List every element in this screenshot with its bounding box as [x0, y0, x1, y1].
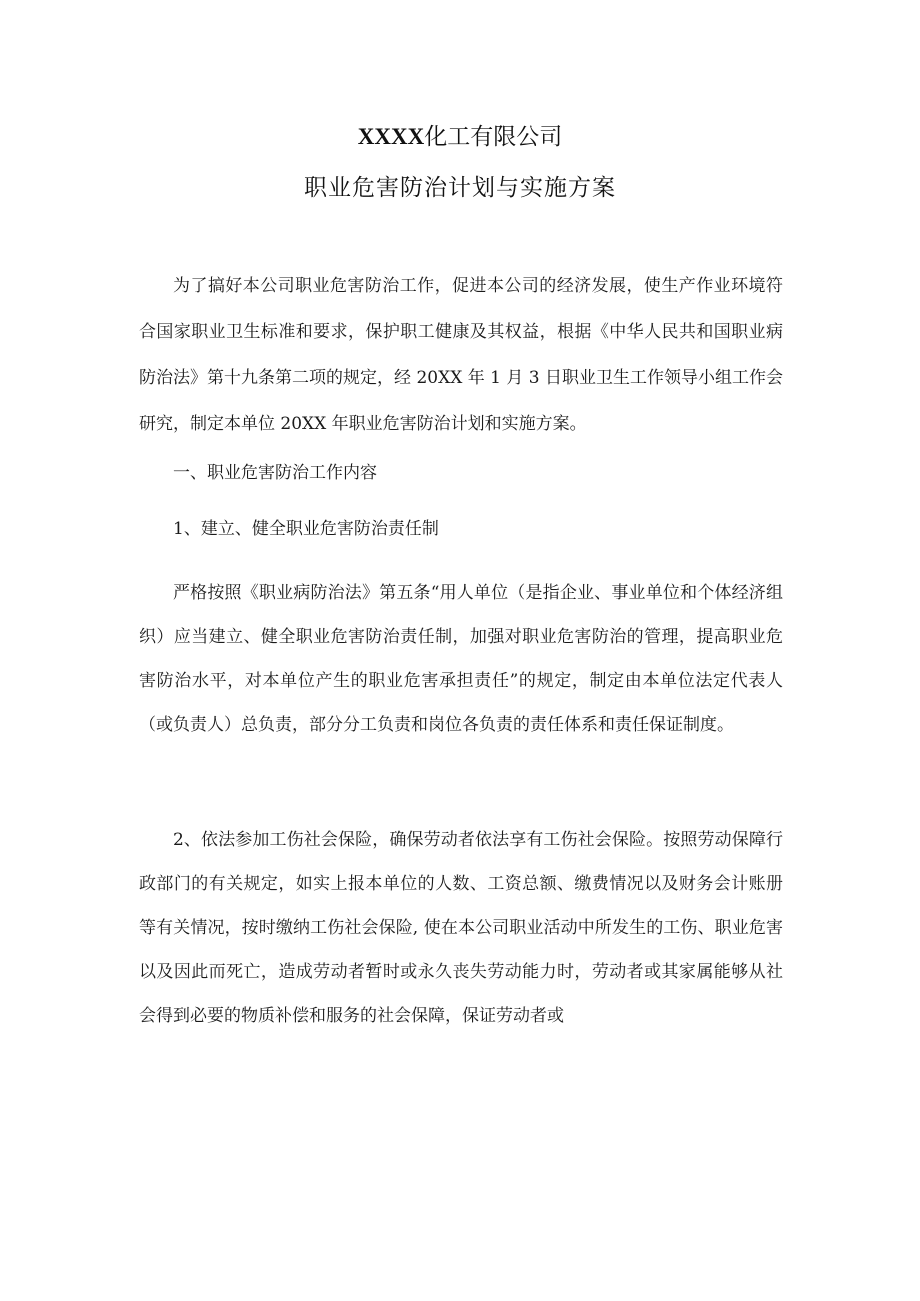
item-1-paragraph: 严格按照《职业病防治法》第五条“用人单位（是指企业、事业单位和个体经济组织）应当建立、健全职业危害防治责任制，加强对职业危害防治的管理，提高职业危害防治水平，对本单位产生的职业危害承担责任”的规定，制定由本单位法定代表人（或负责人）总负责，部分分工负责和岗位各负责的责任体系和责任保证制度。 [139, 583, 783, 735]
company-name-placeholder: XXXX [357, 124, 425, 149]
section-heading: 一、职业危害防治工作内容 [173, 463, 377, 483]
intro-paragraph: 为了搞好本公司职业危害防治工作，促进本公司的经济发展，使生产作业环境符合国家职业卫生标准和要求，保护职工健康及其权益，根据《中华人民共和国职业病防治法》第十九条第二项的规定，经 20XX 年 1 月 3 日职业卫生工作领导小组工作会研究，制定本单位 20XX 年职业危害防治计划和实施方案。 [139, 276, 783, 434]
company-title [0, 122, 920, 152]
item-1-heading: 1、建立、健全职业危害防治责任制 [173, 519, 439, 539]
document-title: 职业危害防治计划与实施方案 [304, 175, 616, 201]
item-2-paragraph: 2、依法参加工伤社会保险，确保劳动者依法享有工伤社会保险。按照劳动保障行政部门的有关规定，如实上报本单位的人数、工资总额、缴费情况以及财务会计账册等有关情况，按时缴纳工伤社会保险, 使在本公司职业活动中所发生的工伤、职业危害以及因此而死亡，造成劳动者暂时或永久丧失劳动能力时，劳动者或其家属能够从社会得到必要的物质补偿和服务的社会保障，保证劳动者或 [139, 830, 783, 1026]
company-name-suffix: 化工有限公司 [424, 124, 563, 150]
